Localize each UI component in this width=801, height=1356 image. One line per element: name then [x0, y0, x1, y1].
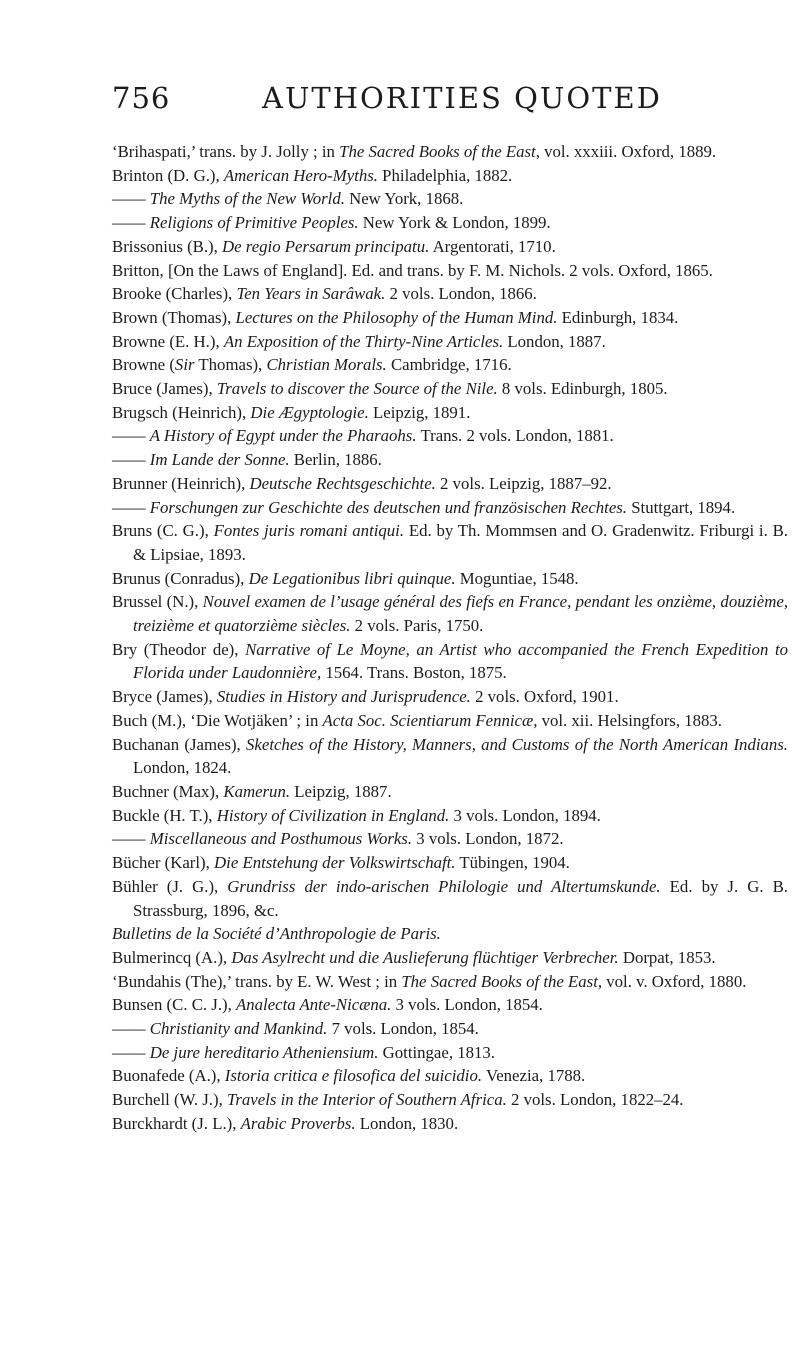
- entry-title-text: Deutsche Rechtsgeschichte.: [249, 473, 436, 493]
- entry-text: Thomas),: [194, 355, 267, 375]
- entry-text: Moguntiae, 1548.: [455, 568, 579, 588]
- entry-title-text: De Legationibus libri quinque.: [248, 568, 456, 588]
- bibliography-entry: [112, 1064, 788, 1088]
- entry-title-text: Arabic Proverbs.: [240, 1113, 356, 1133]
- entry-text: Buchanan (James),: [112, 734, 247, 754]
- entry-title-text: Die Entstehung der Volkswirtschaft.: [214, 853, 456, 873]
- entry-title-text: An Exposition of the Thirty-Nine Articles.: [223, 331, 504, 351]
- entry-text: Ed. by J. G. B. Strassburg, 1896, &c.: [133, 876, 789, 920]
- entry-title-text: History of Civilization in England.: [216, 805, 450, 825]
- bibliography-entry: [112, 590, 788, 637]
- entry-text: Burckhardt (J. L.),: [112, 1113, 241, 1133]
- entry-text: ——: [112, 829, 150, 849]
- entry-text: Berlin, 1886.: [289, 450, 382, 470]
- entry-title-text: Das Asylrecht und die Auslieferung flüchtiger Verbrecher.: [231, 947, 619, 967]
- bibliography-entry: [112, 1017, 788, 1041]
- entry-title-text: The Sacred Books of the East: [339, 142, 536, 161]
- bibliography-entry: [112, 140, 788, 164]
- entry-title-text: Grundriss der indo-arischen Philologie und Altertumskunde.: [227, 876, 661, 896]
- bibliography-entry: [112, 567, 788, 591]
- entry-title-text: Nouvel examen de l’usage général des fiefs en France, pendant les onzième, douzième, treizième et quatorzième siècles.: [133, 592, 789, 636]
- entry-title-text: Religions of Primitive Peoples.: [149, 213, 359, 233]
- entry-text: Philadelphia, 1882.: [377, 165, 513, 185]
- entry-text: Bruce (James),: [112, 379, 217, 399]
- entry-text: 2 vols. Leipzig, 1887–92.: [435, 473, 612, 493]
- entry-text: Gottingae, 1813.: [378, 1042, 495, 1062]
- entry-text: ——: [112, 426, 150, 446]
- entry-text: London, 1887.: [503, 331, 606, 351]
- entry-text: Buch (M.), ‘Die Wotjäken’ ; in: [112, 710, 323, 730]
- bibliography-entry: [112, 187, 788, 211]
- entry-text: Trans. 2 vols. London, 1881.: [416, 426, 614, 446]
- entry-text: ‘Bundahis (The),’ trans. by E. W. West ; in: [112, 971, 402, 991]
- entry-text: ——: [112, 1042, 150, 1062]
- bibliography-entry: [112, 401, 788, 425]
- bibliography-entry: [112, 519, 788, 566]
- bibliography-entry: [112, 353, 788, 377]
- bibliography-entry: [112, 804, 788, 828]
- bibliography-entry: [112, 827, 788, 851]
- entry-text: ‘Brihaspati,’ trans. by J. Jolly ; in: [112, 142, 340, 161]
- entry-title-text: Istoria critica e filosofica del suicidio.: [224, 1066, 483, 1086]
- entry-title-text: Fontes juris romani antiqui.: [213, 521, 405, 541]
- entry-text: Brooke (Charles),: [112, 284, 237, 304]
- entry-text: Cambridge, 1716.: [386, 355, 512, 375]
- bibliography-entry: [112, 970, 788, 994]
- entry-text: Bühler (J. G.),: [112, 876, 228, 896]
- entry-text: Brown (Thomas),: [112, 307, 236, 327]
- entry-title-text: Sir: [174, 355, 195, 375]
- page-number: 756: [112, 81, 171, 115]
- bibliography-entry: [112, 306, 788, 330]
- entry-title-text: Die Ægyptologie.: [250, 402, 369, 422]
- entry-text: vol. v. Oxford, 1880.: [602, 971, 747, 991]
- entry-title-text: The Sacred Books of the East,: [401, 971, 603, 991]
- entry-text: Bulmerincq (A.),: [112, 947, 232, 967]
- entry-text: Ed. by Th. Mommsen and O. Gradenwitz. Friburgi i. B. & Lipsiae, 1893.: [133, 521, 788, 564]
- entry-text: ——: [112, 497, 150, 517]
- entry-title-text: De jure hereditario Atheniensium.: [149, 1042, 379, 1062]
- entry-text: Argentorati, 1710.: [429, 236, 556, 256]
- bibliography-entry: [112, 851, 788, 875]
- entry-text: Britton, [On the Laws of England]. Ed. and trans. by F. M. Nichols. 2 vols. Oxford, 1865.: [112, 260, 713, 280]
- entry-text: 7 vols. London, 1854.: [327, 1019, 479, 1039]
- entry-title-text: Christianity and Mankind.: [149, 1019, 328, 1039]
- entry-text: Brunner (Heinrich),: [112, 473, 250, 493]
- entry-text: 3 vols. London, 1894.: [449, 805, 601, 825]
- entry-title-text: American Hero-Myths.: [223, 165, 378, 185]
- bibliography-entry: [112, 638, 788, 685]
- entry-text: Buckle (H. T.),: [112, 805, 217, 825]
- entry-title-text: De regio Persarum principatu.: [222, 236, 430, 256]
- entry-text: Tübingen, 1904.: [455, 853, 570, 873]
- entry-title-text: Forschungen zur Geschichte des deutschen und französischen Rechtes.: [149, 497, 627, 517]
- entry-title-text: Studies in History and Jurisprudence.: [216, 687, 471, 707]
- running-head: AUTHORITIES QUOTED: [262, 81, 662, 115]
- entry-text: Venezia, 1788.: [482, 1066, 586, 1086]
- entry-text: Brissonius (B.),: [112, 236, 223, 256]
- bibliography-entry: [112, 1041, 788, 1065]
- bibliography-entry: [112, 733, 788, 780]
- entry-text: London, 1830.: [355, 1113, 459, 1133]
- entry-text: Browne (E. H.),: [112, 331, 224, 351]
- entry-text: Edinburgh, 1834.: [557, 307, 679, 327]
- entry-title-text: Travels in the Interior of Southern Africa.: [226, 1090, 507, 1110]
- entry-text: ——: [112, 213, 150, 233]
- entry-text: , vol. xxxiii. Oxford, 1889.: [535, 142, 717, 161]
- entry-title-text: Im Lande der Sonne.: [149, 450, 290, 470]
- entry-text: 3 vols. London, 1854.: [391, 995, 543, 1015]
- entry-text: New York, 1868.: [344, 189, 464, 209]
- entry-title-text: Ten Years in Sarâwak.: [236, 284, 386, 304]
- entry-title-text: Narrative of Le Moyne, an Artist who accompanied the French Expedition to Florida under Laudonnière,: [133, 639, 788, 683]
- entry-text: 8 vols. Edinburgh, 1805.: [497, 379, 668, 399]
- entry-title-text: Miscellaneous and Posthumous Works.: [149, 829, 413, 849]
- entry-text: Brugsch (Heinrich),: [112, 402, 251, 422]
- bibliography-entry: [112, 1088, 788, 1112]
- entry-title-text: Lectures on the Philosophy of the Human Mind.: [235, 307, 558, 327]
- entry-title-text: Acta Soc. Scientiarum Fennicæ,: [322, 710, 538, 730]
- bibliography-entry: [112, 330, 788, 354]
- bibliography-entry: [112, 993, 788, 1017]
- entry-text: Bry (Theodor de),: [112, 639, 246, 659]
- entry-text: Brussel (N.),: [112, 592, 203, 612]
- bibliography-entry: [112, 780, 788, 804]
- entry-title-text: Sketches of the History, Manners, and Customs of the North American Indians.: [246, 734, 789, 754]
- entry-text: Burchell (W. J.),: [112, 1090, 227, 1110]
- entry-text: New York & London, 1899.: [358, 213, 551, 233]
- entry-text: ——: [112, 189, 150, 209]
- entry-title-text: A History of Egypt under the Pharaohs.: [149, 426, 417, 446]
- entry-title-text: Bulletins de la Société d’Anthropologie de Paris.: [112, 924, 441, 944]
- entry-text: 2 vols. Oxford, 1901.: [470, 687, 619, 707]
- bibliography-entry: [112, 259, 788, 283]
- entry-text: Brinton (D. G.),: [112, 165, 224, 185]
- bibliography-entry: [112, 164, 788, 188]
- entry-text: Bruns (C. G.),: [112, 521, 214, 541]
- entry-text: Leipzig, 1891.: [368, 402, 471, 422]
- bibliography-entry: [112, 235, 788, 259]
- bibliography-entry: [112, 922, 788, 946]
- entry-text: Brunus (Conradus),: [112, 568, 249, 588]
- entry-text: Bryce (James),: [112, 687, 217, 707]
- bibliography-entry: [112, 282, 788, 306]
- bibliography-entry: [112, 472, 788, 496]
- entry-text: 3 vols. London, 1872.: [412, 829, 564, 849]
- entry-text: 2 vols. London, 1822–24.: [506, 1090, 684, 1110]
- entry-text: 2 vols. London, 1866.: [385, 284, 537, 304]
- entry-text: ——: [112, 1019, 150, 1039]
- page-header: [112, 78, 787, 122]
- entry-text: London, 1824.: [133, 758, 232, 778]
- entry-text: vol. xii. Helsingfors, 1883.: [537, 710, 722, 730]
- entry-text: Leipzig, 1887.: [290, 781, 392, 801]
- bibliography-list: [112, 140, 788, 1136]
- entry-text: Bunsen (C. C. J.),: [112, 995, 236, 1015]
- bibliography-entry: [112, 448, 788, 472]
- entry-text: Dorpat, 1853.: [618, 947, 716, 967]
- bibliography-entry: [112, 496, 788, 520]
- bibliography-entry: [112, 946, 788, 970]
- entry-text: Stuttgart, 1894.: [627, 497, 736, 517]
- entry-text: Browne (: [112, 355, 175, 375]
- entry-text: Bücher (Karl),: [112, 853, 215, 873]
- bibliography-entry: [112, 1112, 788, 1136]
- entry-text: Buchner (Max),: [112, 781, 224, 801]
- entry-text: 2 vols. Paris, 1750.: [350, 616, 484, 636]
- entry-title-text: Kamerun.: [223, 781, 291, 801]
- entry-text: 1564. Trans. Boston, 1875.: [321, 663, 507, 683]
- bibliography-entry: [112, 377, 788, 401]
- entry-title-text: Analecta Ante-Nicæna.: [236, 995, 392, 1015]
- entry-title-text: Christian Morals.: [266, 355, 387, 375]
- bibliography-entry: [112, 424, 788, 448]
- entry-text: Buonafede (A.),: [112, 1066, 225, 1086]
- bibliography-entry: [112, 685, 788, 709]
- bibliography-entry: [112, 875, 788, 922]
- bibliography-entry: [112, 211, 788, 235]
- entry-text: ——: [112, 450, 150, 470]
- entry-title-text: Travels to discover the Source of the Nile.: [216, 379, 498, 399]
- entry-title-text: The Myths of the New World.: [149, 189, 345, 209]
- bibliography-entry: [112, 709, 788, 733]
